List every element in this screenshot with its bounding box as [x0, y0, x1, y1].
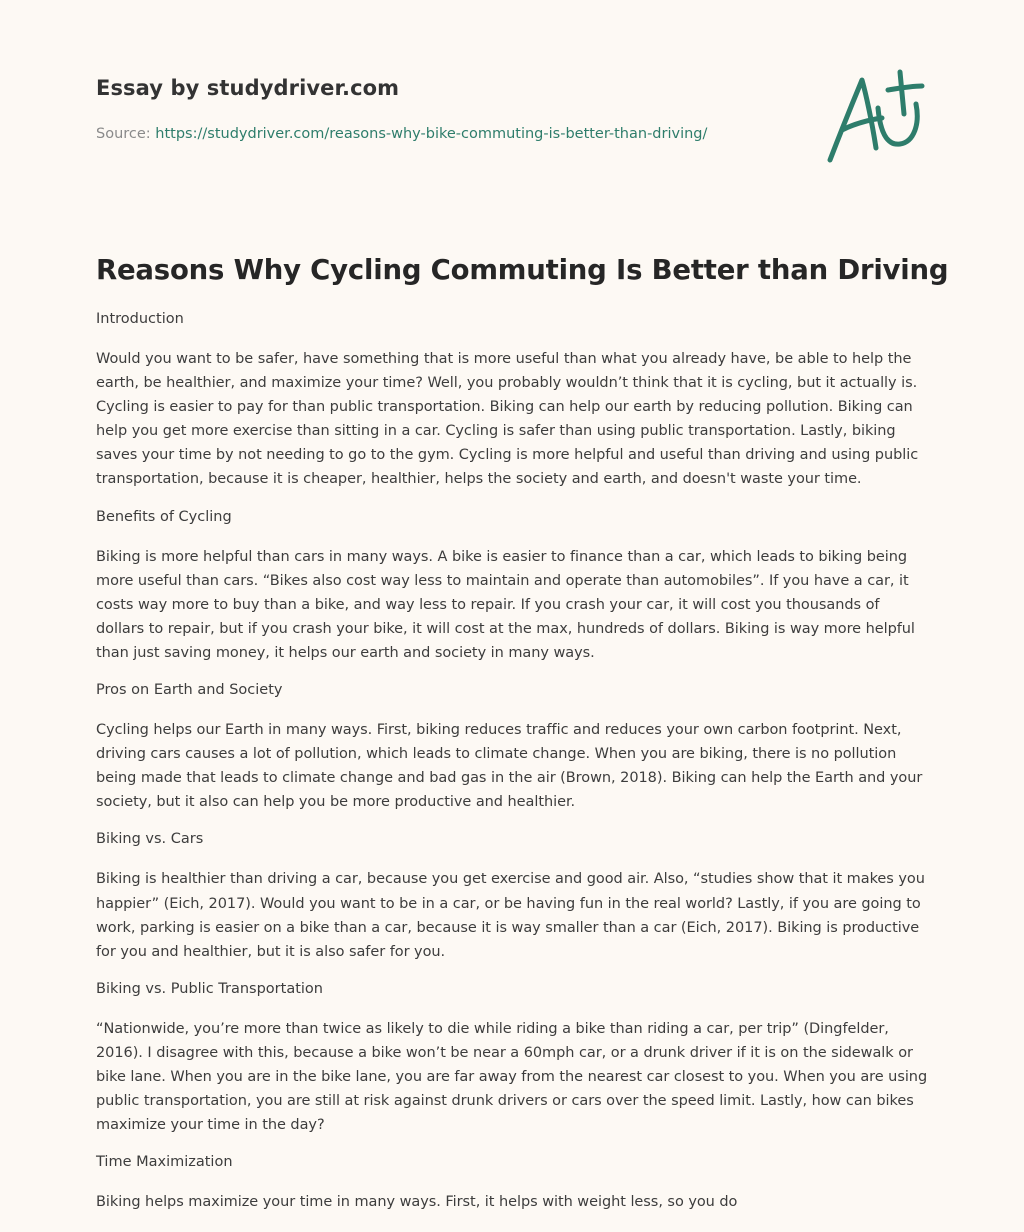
- section-time-maximization: [96, 1150, 932, 1214]
- site-title: Essay by studydriver.com: [96, 76, 400, 100]
- section-paragraph: Would you want to be safer, have something that is more useful than what you already have, be able to help the earth, be healthier, and maximize your time? Well, you probably wouldn’t think that it is cycling, but it actually is. Cycling is easier to pay for than public transportation. Biking can help our earth by reducing pollution. Biking can help you get more exercise than sitting in a car. Cycling is safer than using public transportation. Lastly, biking saves your time by not needing to go to the gym. Cycling is more helpful and useful than driving and using public transportation, because it is cheaper, healthier, helps the society and earth, and doesn't waste your time.: [96, 351, 919, 488]
- page-header: [96, 76, 796, 142]
- a-plus-logo: [820, 64, 930, 170]
- section-paragraph: Cycling helps our Earth in many ways. First, biking reduces traffic and reduces your own carbon footprint. Next, driving cars causes a lot of pollution, which leads to climate change. When you are biking, there is no pollution being made that leads to climate change and bad gas in the air (Brown, 2018). Biking can help the Earth and your society, but it also can help you be more productive and healthier.: [96, 722, 923, 811]
- section-heading: Biking vs. Cars: [96, 831, 204, 848]
- section-heading: Time Maximization: [96, 1154, 233, 1171]
- section-pros-earth: [96, 678, 932, 814]
- essay-body: [96, 254, 949, 1227]
- section-heading: Pros on Earth and Society: [96, 682, 283, 699]
- section-heading: Biking vs. Public Transportation: [96, 980, 323, 997]
- section-paragraph: Biking is more helpful than cars in many ways. A bike is easier to finance than a car, which leads to biking being more useful than cars. “Bikes also cost way less to maintain and operate than automobiles”. If you have a car, it costs way more to buy than a bike, and way less to repair. If you crash your car, it will cost you thousands of dollars to repair, but if you crash your bike, it will cost at the max, hundreds of dollars. Biking is way more helpful than just saving money, it helps our earth and society in many ways.: [96, 548, 915, 661]
- section-biking-vs-public-transport: [96, 977, 932, 1137]
- source-label: Source:: [96, 126, 151, 142]
- section-benefits: [96, 505, 932, 665]
- section-introduction: [96, 307, 932, 492]
- source-line: [96, 126, 796, 142]
- section-paragraph: Biking helps maximize your time in many ways. First, it helps with weight less, so you do: [96, 1194, 738, 1211]
- section-paragraph: “Nationwide, you’re more than twice as likely to die while riding a bike than riding a car, per trip” (Dingfelder, 2016). I disagree with this, because a bike won’t be near a 60mph car, or a drunk driver if it is on the sidewalk or bike lane. When you are in the bike lane, you are far away from the nearest car closest to you. When you are using public transportation, you are still at risk against drunk drivers or cars over the speed limit. Lastly, how can bikes maximize your time in the day?: [96, 1020, 928, 1134]
- source-link[interactable]: https://studydriver.com/reasons-why-bike-commuting-is-better-than-driving/: [155, 126, 708, 142]
- section-heading: Benefits of Cycling: [96, 508, 232, 525]
- section-heading: Introduction: [96, 311, 184, 327]
- section-biking-vs-cars: [96, 827, 932, 963]
- essay-title: Reasons Why Cycling Commuting Is Better than Driving: [96, 254, 949, 286]
- section-paragraph: Biking is healthier than driving a car, because you get exercise and good air. Also, “studies show that it makes you happier” (Eich, 2017). Would you want to be in a car, or be having fun in the real world? Lastly, if you are going to work, parking is easier on a bike than a car, because it is way smaller than a car (Eich, 2017). Biking is productive for you and healthier, but it is also safer for you.: [96, 871, 925, 960]
